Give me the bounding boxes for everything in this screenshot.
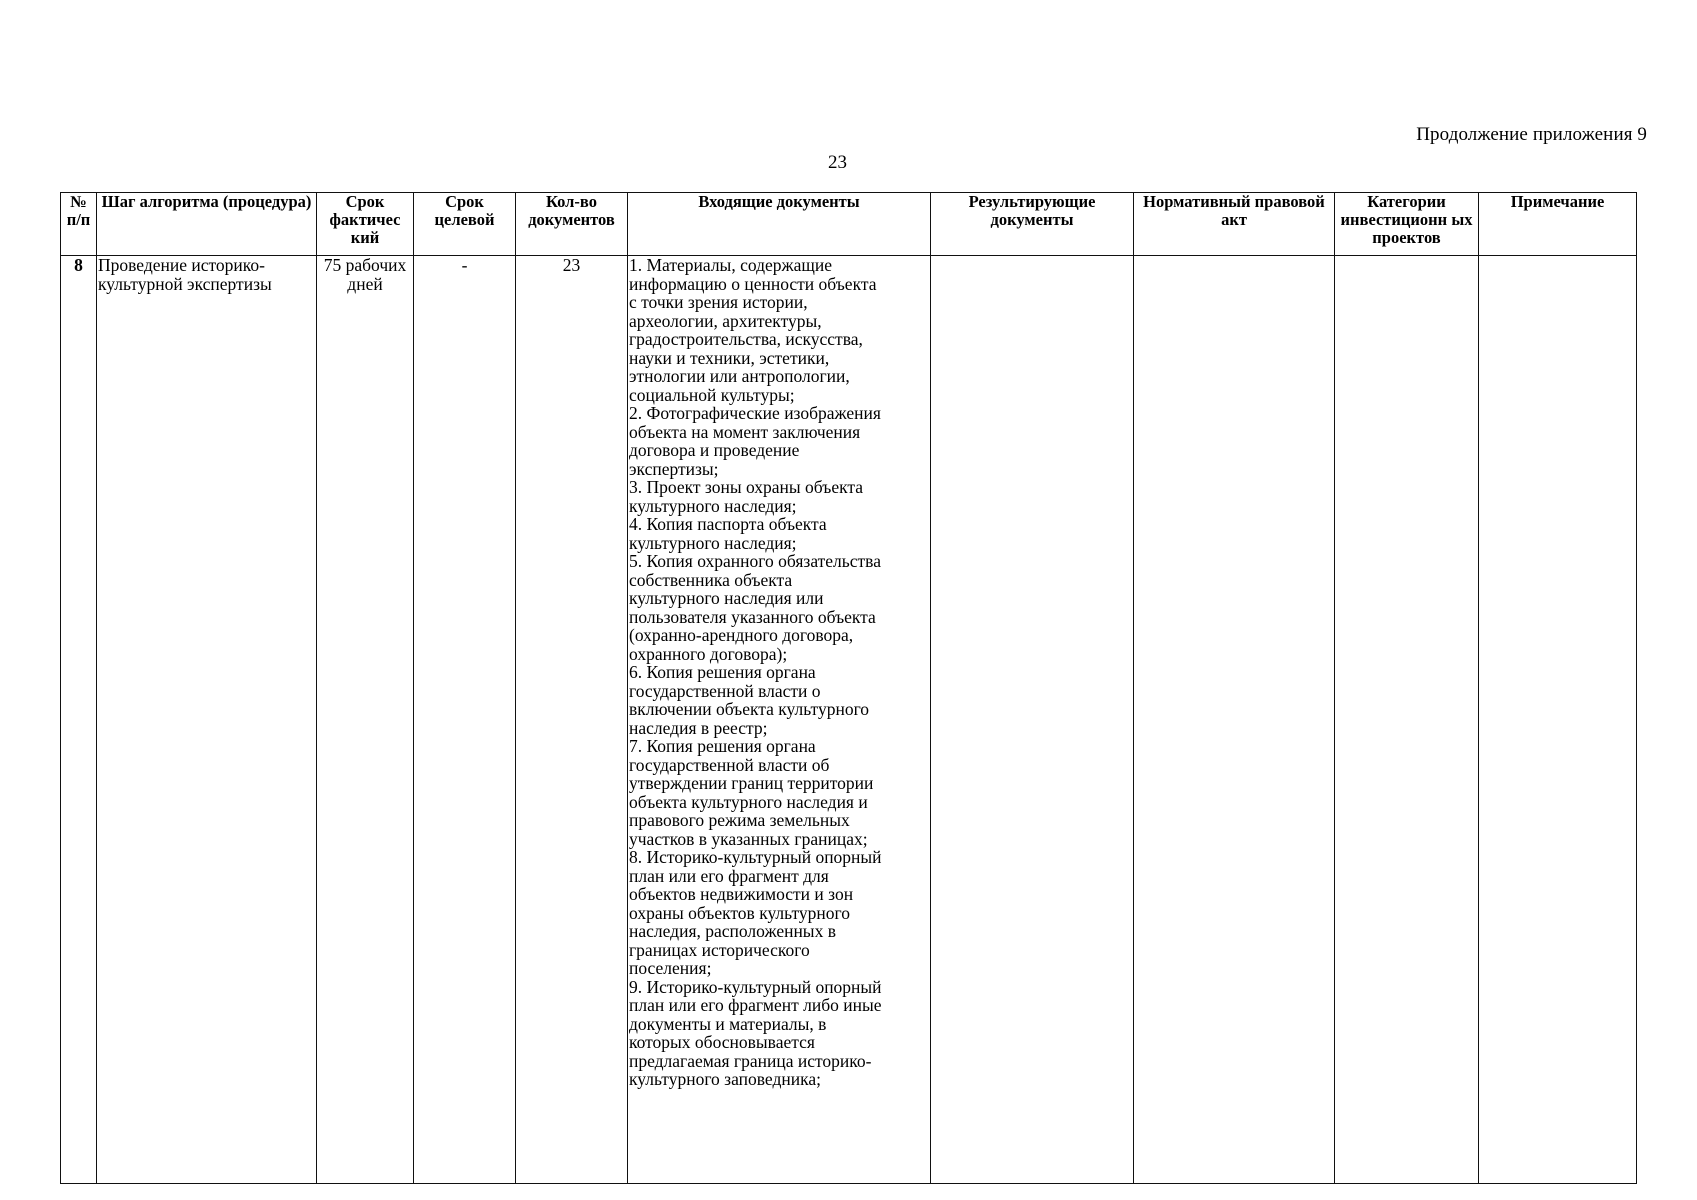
doc-count-cell: 23: [516, 256, 628, 1184]
project-categories-cell: [1335, 256, 1479, 1184]
column-header-normative-act: Нормативный правовой акт: [1134, 193, 1335, 256]
column-header-doc-count: Кол-во документов: [516, 193, 628, 256]
incoming-document-line: 2. Фотографические изображения: [629, 403, 881, 423]
column-header-note: Примечание: [1479, 193, 1637, 256]
term-target-cell: -: [414, 256, 516, 1184]
incoming-document-line: культурного заповедника;: [629, 1069, 821, 1089]
incoming-document-line: 5. Копия охранного обязательства: [629, 551, 881, 571]
incoming-document-line: охраны объектов культурного: [629, 902, 850, 923]
incoming-document-line: с точки зрения истории,: [629, 292, 808, 312]
incoming-document-line: экспертизы;: [629, 458, 719, 479]
note-cell: [1479, 256, 1637, 1184]
column-header-term-actual: Срок фактичес кий: [317, 193, 414, 256]
incoming-document-line: участков в указанных границах;: [629, 828, 868, 849]
incoming-document-line: документы и материалы, в: [629, 1013, 827, 1034]
incoming-document-line: 8. Историко-культурный опорный: [629, 847, 882, 867]
result-documents-cell: [931, 256, 1134, 1184]
incoming-document-line: охранного договора);: [629, 643, 788, 664]
incoming-document-line: которых обосновывается: [629, 1032, 815, 1052]
incoming-document-line: 4. Копия паспорта объекта: [629, 514, 827, 534]
incoming-document-line: пользователя указанного объекта: [629, 606, 876, 627]
column-header-incoming-documents: Входящие документы: [628, 193, 931, 256]
incoming-document-line: государственной власти об: [629, 754, 830, 775]
incoming-document-line: 6. Копия решения органа: [629, 662, 816, 682]
incoming-document-line: границах исторического: [629, 939, 810, 960]
incoming-document-line: 7. Копия решения органа: [629, 736, 816, 756]
row-number-cell: 8: [61, 256, 97, 1184]
column-header-term-target: Срок целевой: [414, 193, 516, 256]
incoming-document-line: план или его фрагмент для: [629, 865, 829, 886]
incoming-document-line: этнологии или антропологии,: [629, 366, 850, 386]
page-number: 23: [828, 152, 847, 173]
incoming-document-line: культурного наследия;: [629, 532, 797, 553]
incoming-document-line: археологии, архитектуры,: [629, 310, 822, 331]
incoming-document-line: объекта культурного наследия и: [629, 791, 868, 812]
incoming-document-line: договора и проведение: [629, 440, 800, 460]
incoming-document-line: наследия, расположенных в: [629, 921, 836, 941]
incoming-document-line: предлагаемая граница историко-: [629, 1050, 872, 1071]
incoming-document-line: поселения;: [629, 958, 712, 978]
column-header-number: № п/п: [61, 193, 97, 256]
incoming-document-line: (охранно-арендного договора,: [629, 625, 854, 645]
incoming-document-line: план или его фрагмент либо иные: [629, 995, 882, 1015]
incoming-document-line: объекта на момент заключения: [629, 421, 861, 442]
column-header-project-categories: Категории инвестиционн ых проектов: [1335, 193, 1479, 256]
incoming-document-line: собственника объекта: [629, 569, 793, 590]
incoming-document-line: культурного наследия или: [629, 588, 824, 608]
incoming-document-line: государственной власти о: [629, 680, 821, 701]
incoming-document-line: градостроительства, искусства,: [629, 329, 863, 349]
incoming-document-line: культурного наследия;: [629, 495, 797, 516]
normative-act-cell: [1134, 256, 1335, 1184]
incoming-document-line: утверждении границ территории: [629, 773, 874, 793]
step-cell: Проведение историко-культурной экспертизы: [97, 256, 317, 1184]
appendix-continuation-note: Продолжение приложения 9: [1416, 124, 1647, 145]
incoming-document-line: социальной культуры;: [629, 384, 795, 405]
incoming-document-line: 1. Материалы, содержащие: [629, 255, 832, 275]
incoming-document-line: правового режима земельных: [629, 810, 850, 830]
incoming-documents-cell: [628, 256, 931, 1184]
incoming-document-line: объектов недвижимости и зон: [629, 884, 854, 904]
incoming-document-line: 3. Проект зоны охраны объекта: [629, 477, 863, 497]
incoming-document-line: науки и техники, эстетики,: [629, 347, 830, 368]
column-header-result-documents: Результирующие документы: [931, 193, 1134, 256]
term-actual-cell: 75 рабочих дней: [317, 256, 414, 1184]
incoming-document-line: информацию о ценности объекта: [629, 273, 877, 294]
table-row: [61, 256, 1637, 1184]
incoming-document-line: 9. Историко-культурный опорный: [629, 976, 882, 997]
incoming-document-line: включении объекта культурного: [629, 699, 870, 719]
column-header-step: Шаг алгоритма (процедура): [97, 193, 317, 256]
algorithm-table: [60, 192, 1637, 1184]
incoming-document-line: наследия в реестр;: [629, 717, 768, 738]
table-header-row: [61, 193, 1637, 256]
